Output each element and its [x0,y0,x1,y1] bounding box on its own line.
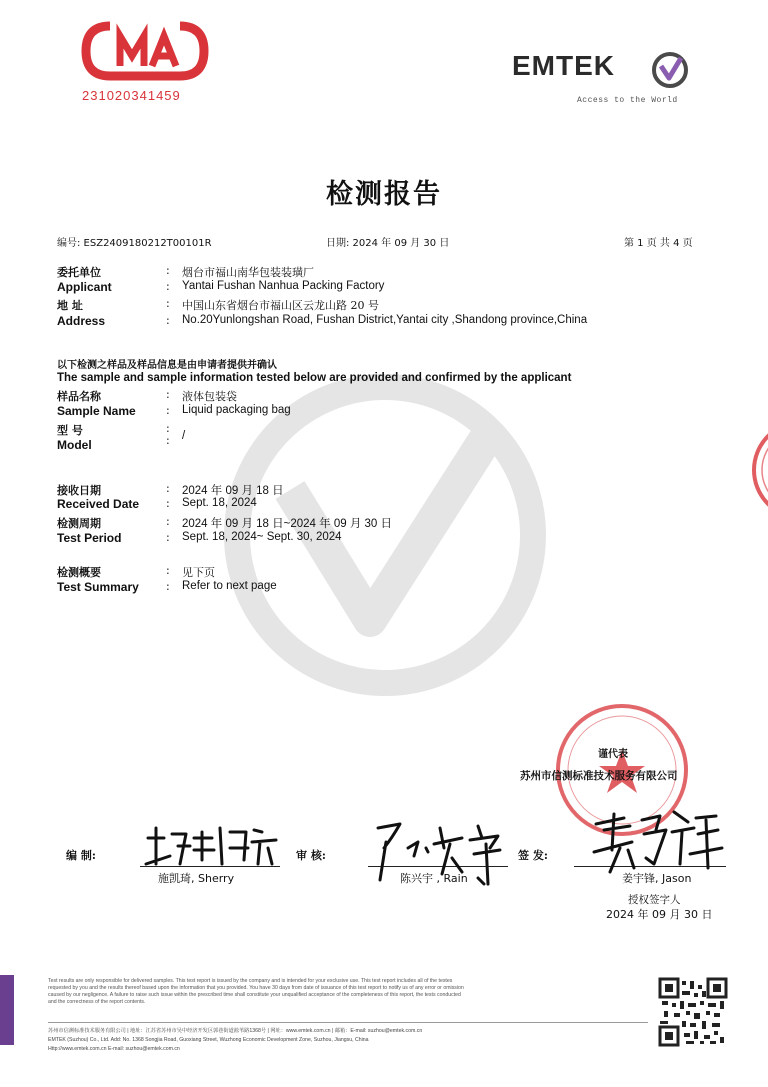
report-title: 检测报告 [326,179,442,210]
colon: : [166,531,170,544]
approver-title: 谨代表 [598,749,628,760]
cma-logo [80,20,210,82]
sample-value-en: Liquid packaging bag [182,404,291,416]
disclaimer-line: requested by you and the results thereof based upon the information that you provided. You have 30 days from date of issuance of this test report to notify us of any error or omission [48,985,464,991]
footer-disclaimer [48,978,648,1006]
disclaimer-line: Test results are only responsible for delivered samples. This test report is issued by the company and is intended for your exclusive use. This test report includes all of the testes [48,978,453,984]
partial-seal-stamp [742,415,768,525]
received-label-en: Received Date [57,497,140,511]
period-value-cn: 2024 年 09 月 18 日~2024 年 09 月 30 日 [182,518,392,530]
sample-label-cn: 样品名称 [57,390,101,403]
prepared-by-name: 施凯琦, Sherry [158,872,235,885]
applicant-label-cn: 委托单位 [57,266,101,279]
colon: : [166,434,170,447]
model-value: / [182,430,186,442]
footer-accent-bar [0,975,14,1045]
colon: : [166,314,170,327]
approved-signature [584,804,724,876]
colon: : [166,515,170,528]
prepared-signature [142,820,282,870]
address-label-cn: 地 址 [57,299,83,312]
reviewed-by-label: 审 核: [296,849,326,862]
period-label-cn: 检测周期 [57,517,101,530]
received-label-cn: 接收日期 [57,484,101,497]
qr-code-icon [658,977,728,1047]
applicant-value-en: Yantai Fushan Nanhua Packing Factory [182,280,385,292]
colon: : [166,264,170,277]
summary-value-en: Refer to next page [182,580,277,592]
applicant-value-cn: 烟台市福山南华包装装璜厂 [182,266,314,279]
approved-by-label: 签 发: [518,849,548,862]
page-indicator: 第 1 页 共 4 页 [624,238,693,249]
colon: : [166,388,170,401]
disclaimer-line: and the correctness of the report contents. [48,999,146,1005]
sample-note-en: The sample and sample information tested below are provided and confirmed by the applicant [57,372,572,384]
colon: : [166,404,170,417]
model-label-cn: 型 号 [57,424,83,437]
received-value-en: Sept. 18, 2024 [182,497,257,509]
summary-label-cn: 检测概要 [57,566,101,579]
sample-note-cn: 以下检测之样品及样品信息是由申请者提供并确认 [57,360,277,371]
report-date: 日期: 2024 年 09 月 30 日 [326,238,450,249]
footer-divider [48,1022,648,1023]
footer-web: Http://www.emtek.com.cn E-mail: suzhou@emtek.com.cn [48,1046,180,1052]
colon: : [166,482,170,495]
disclaimer-line: caused by our negligence. A failure to raise such issue within the prescribed time shall constitute your unqualified acceptance of the completeness of this report, the tests conducted [48,992,461,998]
prepared-by-label: 编 制: [66,849,96,862]
reviewed-by-name: 陈兴宇 , Rain [400,872,468,885]
colon: : [166,580,170,593]
period-label-en: Test Period [57,531,122,545]
company-name: 苏州市信测标准技术服务有限公司 [520,770,678,782]
report-number: 编号: ESZ2409180212T00101R [57,238,212,249]
applicant-label-en: Applicant [57,280,112,294]
emtek-tagline: Access to the World [577,96,678,105]
emtek-check-icon [650,50,690,90]
summary-label-en: Test Summary [57,580,139,594]
emtek-logo-text: EMTEK [512,50,615,81]
footer-address-en: EMTEK (Suzhou) Co., Ltd. Add: No. 1368 Songjia Road, Guoxiang Street, Wuzhong Economic Development Zone, Suzhou, Jiangsu, China [48,1037,369,1043]
signing-date: 2024 年 09 月 30 日 [606,908,713,921]
authorized-signatory-label: 授权签字人 [628,894,681,906]
approved-by-name: 姜宇锋, Jason [622,872,692,885]
received-value-cn: 2024 年 09 月 18 日 [182,485,284,497]
cma-certificate-number: 231020341459 [82,88,181,103]
colon: : [166,497,170,510]
address-value-en: No.20Yunlongshan Road, Fushan District,Yantai city ,Shandong province,China [182,314,588,326]
model-label-en: Model [57,438,92,452]
address-label-en: Address [57,314,106,328]
sample-label-en: Sample Name [57,404,136,418]
summary-value-cn: 见下页 [182,566,215,579]
colon: : [166,422,170,435]
colon: : [166,564,170,577]
period-value-en: Sept. 18, 2024~ Sept. 30, 2024 [182,531,342,543]
sample-value-cn: 液体包装袋 [182,390,237,403]
footer-address-cn: 苏州市信测标准技术服务有限公司 | 地址：江苏省苏州市吴中经济开发区郭巷街道淞苇路1368号 | 网址：www.emtek.com.cn | 邮箱：E-mail: suzhou@emtek.com.cn [48,1028,423,1034]
colon: : [166,280,170,293]
address-value-cn: 中国山东省烟台市福山区云龙山路 20 号 [182,299,379,312]
colon: : [166,297,170,310]
